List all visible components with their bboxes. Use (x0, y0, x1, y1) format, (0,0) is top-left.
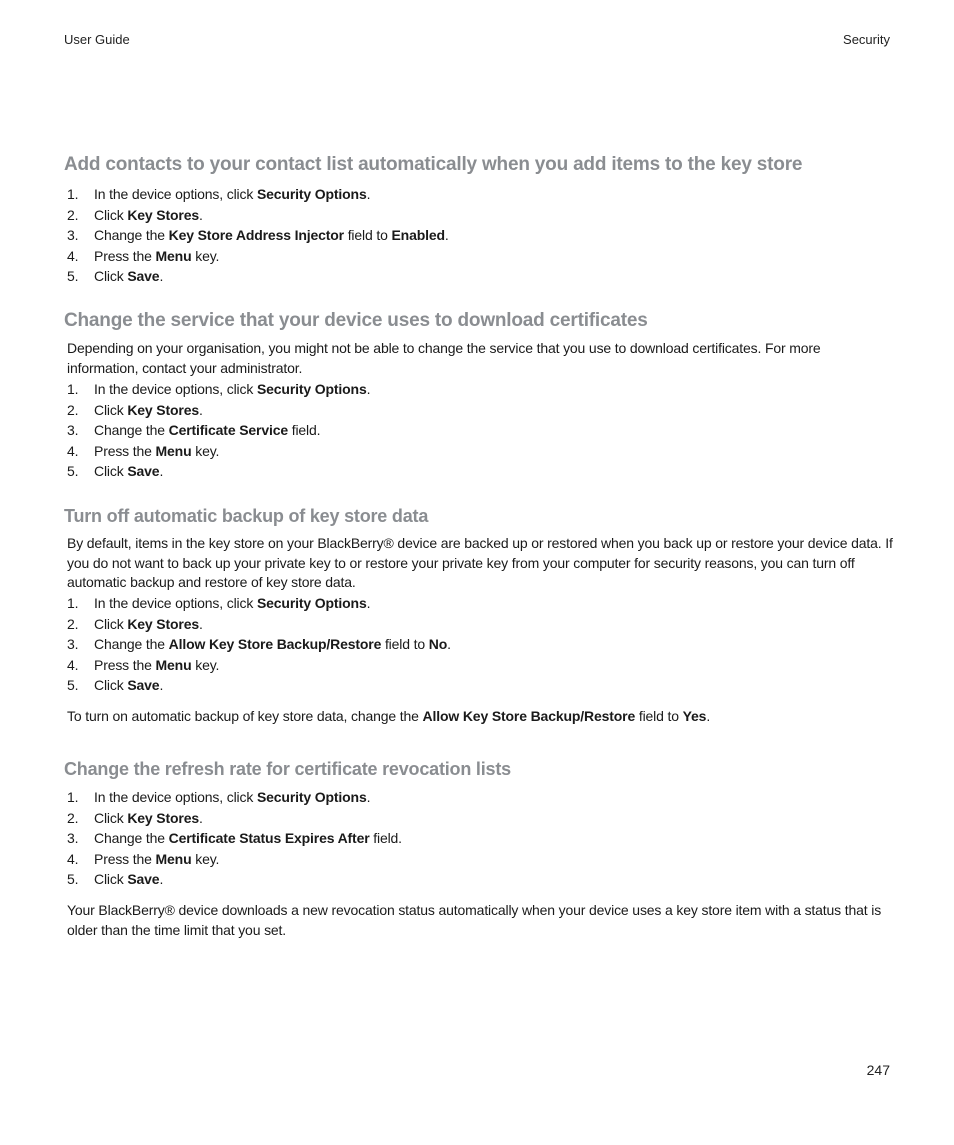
text-run: . (366, 381, 371, 397)
section-intro: Depending on your organisation, you might not be able to change the service that you use to download certificates. For more information, contact your administrator. (67, 340, 821, 376)
text-run: Change the (94, 422, 169, 439)
text-run: In the device options, click (94, 789, 257, 805)
ui-term: Allow Key Store Backup/Restore (422, 708, 636, 724)
section-note (67, 901, 893, 940)
text-run: key. (191, 656, 220, 673)
ui-term: Security Options (256, 789, 367, 805)
section-heading: Change the refresh rate for certificate revocation lists (64, 759, 511, 779)
text-run: In the device options, click (94, 186, 257, 202)
text-run: Press the (94, 442, 156, 459)
step-text (94, 614, 203, 635)
step-text (94, 593, 370, 614)
ui-term: Security Options (256, 186, 367, 202)
text-run: field. (369, 830, 402, 847)
step-number: 1. (67, 186, 79, 202)
ui-term: Enabled (391, 227, 445, 244)
ui-term: Key Stores (127, 615, 199, 632)
ui-term: Certificate Status Expires After (168, 830, 370, 847)
step-text (94, 655, 219, 676)
step-number: 5. (67, 871, 79, 888)
text-run: Change the (94, 830, 169, 847)
running-header-right: Security (843, 32, 890, 47)
step-number: 3. (67, 830, 79, 847)
text-run: Click (94, 871, 128, 888)
text-run: key. (191, 442, 220, 459)
step-text (94, 441, 219, 462)
text-run: Click (94, 463, 128, 480)
step-text (94, 225, 449, 246)
step-text (94, 461, 163, 482)
ui-term: Key Stores (127, 809, 199, 826)
text-run: . (198, 809, 203, 826)
step-text (94, 675, 163, 696)
step-number: 3. (67, 227, 79, 244)
step-text (94, 634, 451, 655)
text-run: Press the (94, 247, 156, 264)
step-number: 2. (67, 401, 79, 418)
text-run: field to (343, 227, 392, 244)
ui-term: Menu (155, 656, 192, 673)
text-run: . (159, 268, 164, 285)
step-number: 5. (67, 268, 79, 285)
text-run: In the device options, click (94, 595, 257, 611)
step-number: 3. (67, 422, 79, 439)
text-run: . (159, 463, 164, 480)
ui-term: Certificate Service (168, 422, 288, 439)
ui-term: No (428, 636, 448, 653)
ui-term: Menu (155, 247, 192, 264)
step-number: 1. (67, 595, 79, 611)
running-header-left: User Guide (64, 32, 130, 47)
step-text (94, 266, 163, 287)
step-number: 2. (67, 809, 79, 826)
step-text (94, 849, 219, 870)
ui-term: Save (127, 463, 160, 480)
step-text (94, 808, 203, 829)
text-run: Click (94, 401, 128, 418)
section-note (67, 707, 893, 727)
ui-term: Allow Key Store Backup/Restore (168, 636, 382, 653)
text-run: Press the (94, 850, 156, 867)
text-run: . (366, 186, 371, 202)
ui-term: Yes (682, 708, 707, 724)
ui-term: Save (127, 677, 160, 694)
section-intro: By default, items in the key store on your BlackBerry® device are backed up or restored when you back up or restore your device data. If you do not want to back up your private key to or restore your private key from your computer for security reasons, you can turn off automatic backup and restore of key store data. (67, 535, 893, 590)
ui-term: Key Stores (127, 401, 199, 418)
step-text (94, 787, 370, 808)
text-run: key. (191, 850, 220, 867)
text-run: To turn on automatic backup of key store data, change the (67, 708, 423, 724)
ui-term: Menu (155, 442, 192, 459)
text-run: . (198, 206, 203, 223)
ui-term: Security Options (256, 381, 367, 397)
text-run: Click (94, 615, 128, 632)
text-run: . (159, 871, 164, 888)
text-run: In the device options, click (94, 381, 257, 397)
step-number: 4. (67, 850, 79, 867)
section-heading: Add contacts to your contact list automatically when you add items to the key store (64, 154, 803, 175)
step-text (94, 828, 402, 849)
step-text (94, 869, 163, 890)
text-run: Your BlackBerry® device downloads a new revocation status automatically when your device uses a key store item with a status that is older than the time limit that you set. (67, 902, 882, 938)
ui-term: Key Stores (127, 206, 199, 223)
ui-term: Key Store Address Injector (168, 227, 344, 244)
step-number: 4. (67, 656, 79, 673)
step-text (94, 205, 203, 226)
text-run: . (706, 708, 711, 724)
text-run: . (444, 227, 449, 244)
text-run: . (447, 636, 451, 653)
text-run: Click (94, 206, 128, 223)
text-run: . (366, 595, 371, 611)
step-number: 2. (67, 206, 79, 223)
step-number: 5. (67, 463, 79, 480)
text-run: Press the (94, 656, 156, 673)
ui-term: Save (127, 268, 160, 285)
section-heading: Turn off automatic backup of key store data (64, 506, 429, 526)
text-run: field to (381, 636, 429, 653)
ui-term: Security Options (256, 595, 367, 611)
text-run: . (366, 789, 371, 805)
step-number: 4. (67, 442, 79, 459)
text-run: Click (94, 677, 128, 694)
section-heading: Change the service that your device uses to download certificates (64, 310, 648, 331)
step-number: 1. (67, 381, 79, 397)
step-number: 4. (67, 247, 79, 264)
step-text (94, 379, 370, 400)
text-run: field. (287, 422, 321, 439)
text-run: key. (191, 247, 220, 264)
text-run: . (198, 401, 203, 418)
ui-term: Save (127, 871, 160, 888)
text-run: Click (94, 268, 128, 285)
text-run: Change the (94, 636, 169, 653)
step-text (94, 420, 320, 441)
page-number: 247 (866, 1062, 890, 1078)
step-text (94, 184, 370, 205)
text-run: . (159, 677, 164, 694)
text-run: Change the (94, 227, 169, 244)
step-text (94, 400, 203, 421)
step-text (94, 246, 219, 267)
step-number: 5. (67, 677, 79, 694)
text-run: field to (635, 708, 683, 724)
step-number: 1. (67, 789, 79, 805)
text-run: Click (94, 809, 128, 826)
ui-term: Menu (155, 850, 192, 867)
text-run: . (198, 615, 203, 632)
step-number: 2. (67, 615, 79, 632)
step-number: 3. (67, 636, 79, 653)
